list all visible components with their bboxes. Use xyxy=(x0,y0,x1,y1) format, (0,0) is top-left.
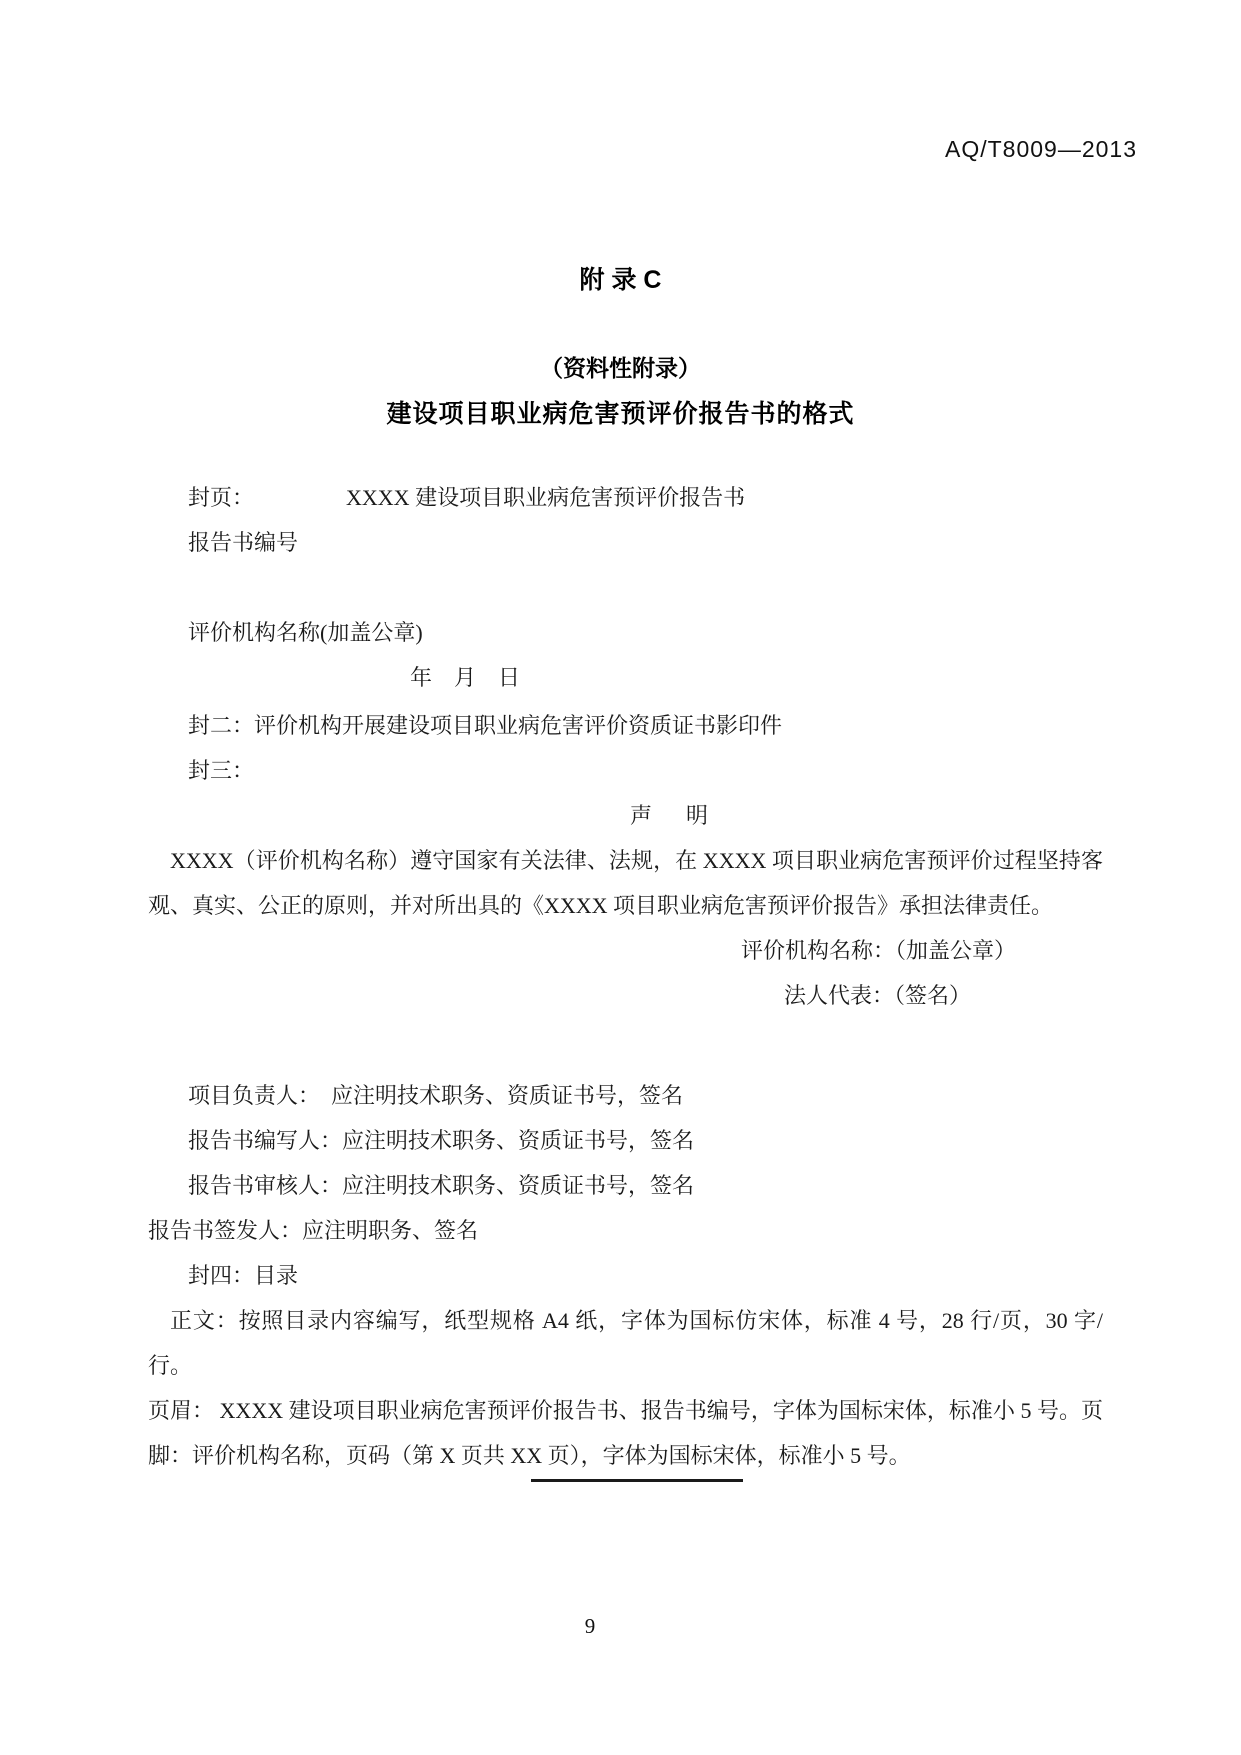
role-line-project-lead: 项目负责人： 应注明技术职务、资质证书号，签名 xyxy=(188,1083,684,1108)
appendix-type-note: （资料性附录） xyxy=(540,355,701,381)
cover-three-line: 封三： xyxy=(188,758,255,783)
org-name-seal-line: 评价机构名称(加盖公章) xyxy=(188,620,423,645)
report-number-line: 报告书编号 xyxy=(188,530,299,555)
cover-four-line: 封四：目录 xyxy=(188,1263,299,1288)
spacer-line xyxy=(148,565,1103,610)
role-line-report-reviewer: 报告书审核人：应注明技术职务、资质证书号，签名 xyxy=(188,1173,695,1198)
issuer-line: 报告书签发人：应注明职务、签名 xyxy=(148,1218,479,1243)
roles-list xyxy=(148,1073,1103,1208)
spacer-line xyxy=(148,1018,1103,1063)
end-divider-rule xyxy=(531,1479,743,1482)
cover-two-line: 封二：评价机构开展建设项目职业病危害评价资质证书影印件 xyxy=(188,713,783,738)
standard-code: AQ/T8009—2013 xyxy=(944,136,1137,162)
date-line: 年 月 日 xyxy=(410,665,521,690)
document-body xyxy=(148,475,1103,1478)
cover-page-label: 封页： xyxy=(188,485,255,510)
page-number: 9 xyxy=(584,1614,596,1638)
statement-title: 声 明 xyxy=(630,803,715,828)
cover-page-title: XXXX 建设项目职业病危害预评价报告书 xyxy=(346,485,746,510)
role-line-report-writer: 报告书编写人：应注明技术职务、资质证书号，签名 xyxy=(188,1128,695,1153)
cover-page-line xyxy=(148,475,1103,520)
statement-rep-sign-line: 法人代表：（签名） xyxy=(783,983,971,1008)
header-footer-rule-paragraph: 页眉： XXXX 建设项目职业病危害预评价报告书、报告书编号，字体为国标宋体，标准小 5 号。页脚：评价机构名称，页码（第 X 页共 XX 页），字体为国标宋体，标准小 5 号。 xyxy=(148,1398,1103,1468)
main-text-rule-line: 正文：按照目录内容编写，纸型规格 A4 纸，字体为国标仿宋体，标准 4 号，28 行/页，30 字/行。 xyxy=(148,1308,1103,1378)
statement-paragraph: XXXX（评价机构名称）遵守国家有关法律、法规，在 XXXX 项目职业病危害预评价过程坚持客观、真实、公正的原则，并对所出具的《XXXX 项目职业病危害预评价报告》承担法律责任。 xyxy=(148,848,1103,918)
statement-org-sign-line: 评价机构名称：（加盖公章） xyxy=(740,938,1016,963)
appendix-heading: 建设项目职业病危害预评价报告书的格式 xyxy=(386,400,855,428)
appendix-title: 附 录 C xyxy=(579,266,662,294)
